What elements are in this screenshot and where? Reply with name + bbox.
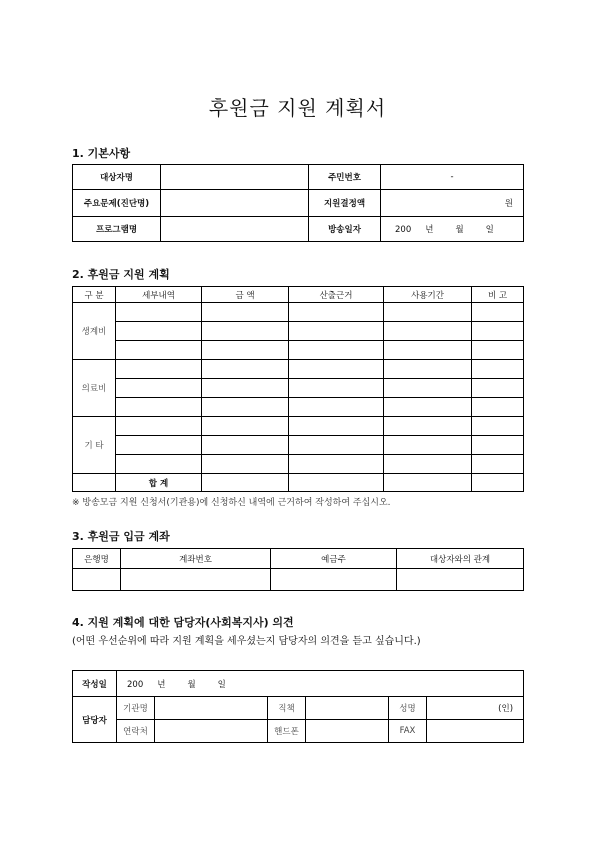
fax-label: FAX — [389, 720, 427, 743]
plan-cell[interactable] — [289, 474, 384, 492]
contact-field[interactable] — [155, 720, 268, 743]
plan-cell[interactable] — [384, 341, 472, 360]
org-label: 기관명 — [117, 697, 155, 720]
plan-cell[interactable] — [289, 436, 384, 455]
plan-cell[interactable] — [472, 360, 524, 379]
section-plan-heading: 2. 후원금 지원 계획 — [72, 268, 170, 281]
col-category: 구 분 — [73, 287, 116, 303]
plan-cell[interactable] — [202, 398, 289, 417]
subject-name-field[interactable] — [161, 165, 309, 190]
plan-cell[interactable] — [384, 360, 472, 379]
col-detail: 세부내역 — [116, 287, 202, 303]
plan-cell[interactable] — [384, 436, 472, 455]
written-day-unit: 일 — [217, 679, 226, 690]
support-plan-table — [72, 286, 524, 492]
plan-cell[interactable] — [289, 379, 384, 398]
opinion-instruction: (어떤 우선순위에 따라 지원 계획을 세우셨는지 담당자의 의견을 듣고 싶습니다.) — [72, 636, 421, 647]
date-month-unit: 월 — [455, 225, 464, 235]
plan-cell[interactable] — [472, 474, 524, 492]
name-field[interactable] — [427, 697, 524, 720]
position-field[interactable] — [306, 697, 389, 720]
group-other-label: 기 타 — [73, 417, 116, 474]
plan-cell[interactable] — [472, 398, 524, 417]
plan-cell[interactable] — [289, 417, 384, 436]
plan-cell[interactable] — [289, 398, 384, 417]
plan-cell[interactable] — [289, 360, 384, 379]
basic-info-table — [72, 164, 524, 242]
plan-cell[interactable] — [472, 379, 524, 398]
plan-footnote: ※ 방송모금 지원 신청서(기관용)에 신청하신 내역에 근거하여 작성하여 주십시오. — [72, 498, 391, 508]
plan-cell[interactable] — [202, 379, 289, 398]
col-period: 사용기간 — [384, 287, 472, 303]
main-problem-label: 주요문제(진단명) — [73, 190, 161, 217]
plan-cell[interactable] — [384, 455, 472, 474]
total-amount-field[interactable] — [202, 474, 289, 492]
mobile-field[interactable] — [306, 720, 389, 743]
date-year: 200 — [395, 225, 412, 235]
amount-unit: 원 — [504, 199, 513, 209]
account-number-field[interactable] — [121, 569, 271, 591]
written-date-field[interactable] — [117, 671, 524, 697]
plan-cell[interactable] — [472, 417, 524, 436]
plan-cell[interactable] — [384, 417, 472, 436]
plan-cell[interactable] — [202, 341, 289, 360]
total-label: 합 계 — [116, 474, 202, 492]
plan-cell[interactable] — [384, 322, 472, 341]
plan-cell[interactable] — [116, 360, 202, 379]
plan-cell[interactable] — [116, 303, 202, 322]
plan-cell[interactable] — [384, 474, 472, 492]
plan-cell[interactable] — [116, 417, 202, 436]
total-blank — [73, 474, 116, 492]
plan-cell[interactable] — [116, 379, 202, 398]
plan-cell[interactable] — [384, 398, 472, 417]
support-amount-label: 지원결정액 — [309, 190, 381, 217]
contact-label: 연락처 — [117, 720, 155, 743]
written-year-unit: 년 — [157, 679, 166, 690]
col-account-number: 계좌번호 — [121, 549, 271, 569]
position-label: 직책 — [268, 697, 306, 720]
col-bank: 은행명 — [73, 549, 121, 569]
group-medical-label: 의료비 — [73, 360, 116, 417]
plan-cell[interactable] — [472, 303, 524, 322]
page-title: 후원금 지원 계획서 — [208, 96, 387, 120]
plan-cell[interactable] — [116, 455, 202, 474]
section-account-heading: 3. 후원금 입금 계좌 — [72, 530, 170, 543]
date-year-unit: 년 — [425, 225, 434, 235]
main-problem-field[interactable] — [161, 190, 309, 217]
col-relation: 대상자와의 관계 — [397, 549, 524, 569]
opinion-table — [72, 670, 524, 743]
written-year: 200 — [127, 679, 144, 690]
plan-cell[interactable] — [202, 360, 289, 379]
col-basis: 산출근거 — [289, 287, 384, 303]
section-opinion-heading: 4. 지원 계획에 대한 담당자(사회복지사) 의견 — [72, 616, 294, 629]
plan-cell[interactable] — [116, 341, 202, 360]
col-holder: 예금주 — [271, 549, 397, 569]
plan-cell[interactable] — [289, 303, 384, 322]
plan-cell[interactable] — [202, 455, 289, 474]
org-field[interactable] — [155, 697, 268, 720]
account-table — [72, 548, 524, 591]
fax-field[interactable] — [427, 720, 524, 743]
plan-cell[interactable] — [202, 417, 289, 436]
plan-cell[interactable] — [472, 436, 524, 455]
plan-cell[interactable] — [289, 322, 384, 341]
seal-mark: (인) — [498, 704, 514, 714]
program-name-label: 프로그램명 — [73, 217, 161, 242]
plan-cell[interactable] — [202, 322, 289, 341]
group-living-label: 생계비 — [73, 303, 116, 360]
plan-cell[interactable] — [202, 436, 289, 455]
col-remarks: 비 고 — [472, 287, 524, 303]
col-amount: 금 액 — [202, 287, 289, 303]
subject-name-label: 대상자명 — [73, 165, 161, 190]
program-name-field[interactable] — [161, 217, 309, 242]
plan-cell[interactable] — [384, 379, 472, 398]
plan-cell[interactable] — [116, 322, 202, 341]
broadcast-date-label: 방송일자 — [309, 217, 381, 242]
manager-label: 담당자 — [73, 697, 117, 743]
rrn-label: 주민번호 — [309, 165, 381, 190]
plan-cell[interactable] — [289, 455, 384, 474]
date-day-unit: 일 — [485, 225, 494, 235]
name-label: 성명 — [389, 697, 427, 720]
written-month-unit: 월 — [187, 679, 196, 690]
mobile-label: 핸드폰 — [268, 720, 306, 743]
plan-cell[interactable] — [202, 303, 289, 322]
plan-cell[interactable] — [472, 341, 524, 360]
plan-cell[interactable] — [472, 455, 524, 474]
plan-cell[interactable] — [384, 303, 472, 322]
written-date-label: 작성일 — [73, 671, 117, 697]
plan-cell[interactable] — [472, 322, 524, 341]
support-amount-field[interactable] — [381, 190, 524, 217]
plan-cell[interactable] — [116, 436, 202, 455]
bank-field[interactable] — [73, 569, 121, 591]
holder-field[interactable] — [271, 569, 397, 591]
rrn-field[interactable]: - — [381, 165, 524, 190]
relation-field[interactable] — [397, 569, 524, 591]
section-basic-heading: 1. 기본사항 — [72, 147, 131, 160]
plan-cell[interactable] — [116, 398, 202, 417]
plan-cell[interactable] — [289, 341, 384, 360]
broadcast-date-field[interactable] — [381, 217, 524, 242]
